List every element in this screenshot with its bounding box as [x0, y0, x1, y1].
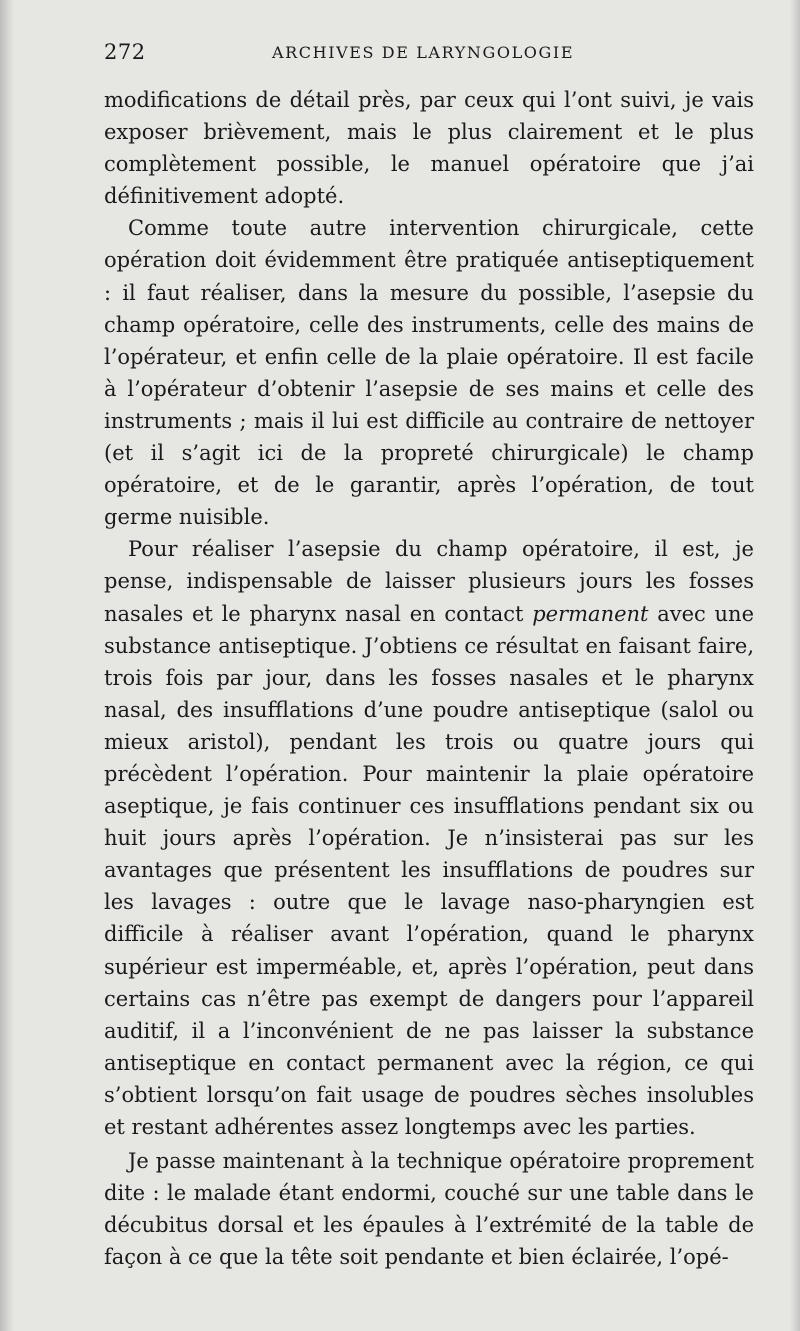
running-head: ARCHIVES DE LARYNGOLOGIE [272, 43, 575, 62]
paragraph-3-text-before: Pour réaliser l’asepsie du champ opératoire, il est, je pense, indispensable de laisser plusieurs jours les fosses nasales et le pharynx nasal en contact [104, 537, 754, 626]
paragraph-3 [104, 533, 754, 1143]
page-header [104, 40, 752, 66]
page-edge-shadow-left [0, 0, 14, 1331]
paragraph-3-emphasis: permanent [532, 601, 649, 626]
paragraph-3-text-after: avec une substance antiseptique. J’obtiens ce résultat en faisant faire, trois fois par jour, dans les fosses nasales et le pharynx nasal, des insufflations d’une poudre antiseptique (salol ou mieux aristol), pendant les trois ou quatre jours qui précèdent l’opération. Pour maintenir la plaie opératoire aseptique, je fais continuer ces insufflations pendant six ou huit jours après l’opération. Je n’insisterai pas sur les avantages que présentent les insufflations de poudres sur les lavages : outre que le lavage naso-pharyngien est difficile à réaliser avant l’opération, quand le pharynx supérieur est imperméable, et, après l’opération, peut dans certains cas n’être pas exempt de dangers pour l’appareil auditif, il a l’inconvénient de ne pas laisser la substance antiseptique en contact permanent avec la région, ce qui s’obtient lorsqu’on fait usage de poudres sèches insolubles et restant adhérentes assez longtemps avec les parties. [104, 601, 755, 1139]
body-text [104, 84, 754, 1273]
page-number: 272 [104, 40, 146, 64]
paragraph-1: modifications de détail près, par ceux qui l’ont suivi, je vais exposer brièvement, mais le plus clairement et le plus complètement possible, le manuel opératoire que j’ai définitivement adopté. [104, 88, 754, 209]
paragraph-2: Comme toute autre intervention chirurgicale, cette opération doit évidemment être pratiquée antiseptiquement : il faut réaliser, dans la mesure du possible, l’asepsie du champ opératoire, celle des instruments, celle des mains de l’opérateur, et enfin celle de la plaie opératoire. Il est facile à l’opérateur d’obtenir l’asepsie de ses mains et celle des instruments ; mais il lui est difficile au contraire de nettoyer (et il s’agit ici de la propreté chirurgicale) le champ opératoire, et de le garantir, après l’opération, de tout germe nuisible. [104, 216, 754, 530]
page-edge-shadow-right [790, 0, 800, 1331]
paragraph-4: Je passe maintenant à la technique opératoire proprement dite : le malade étant endormi, couché sur une table dans le décubitus dorsal et les épaules à l’extrémité de la table de façon à ce que la tête soit pendante et bien éclairée, l’opé- [104, 1149, 754, 1270]
